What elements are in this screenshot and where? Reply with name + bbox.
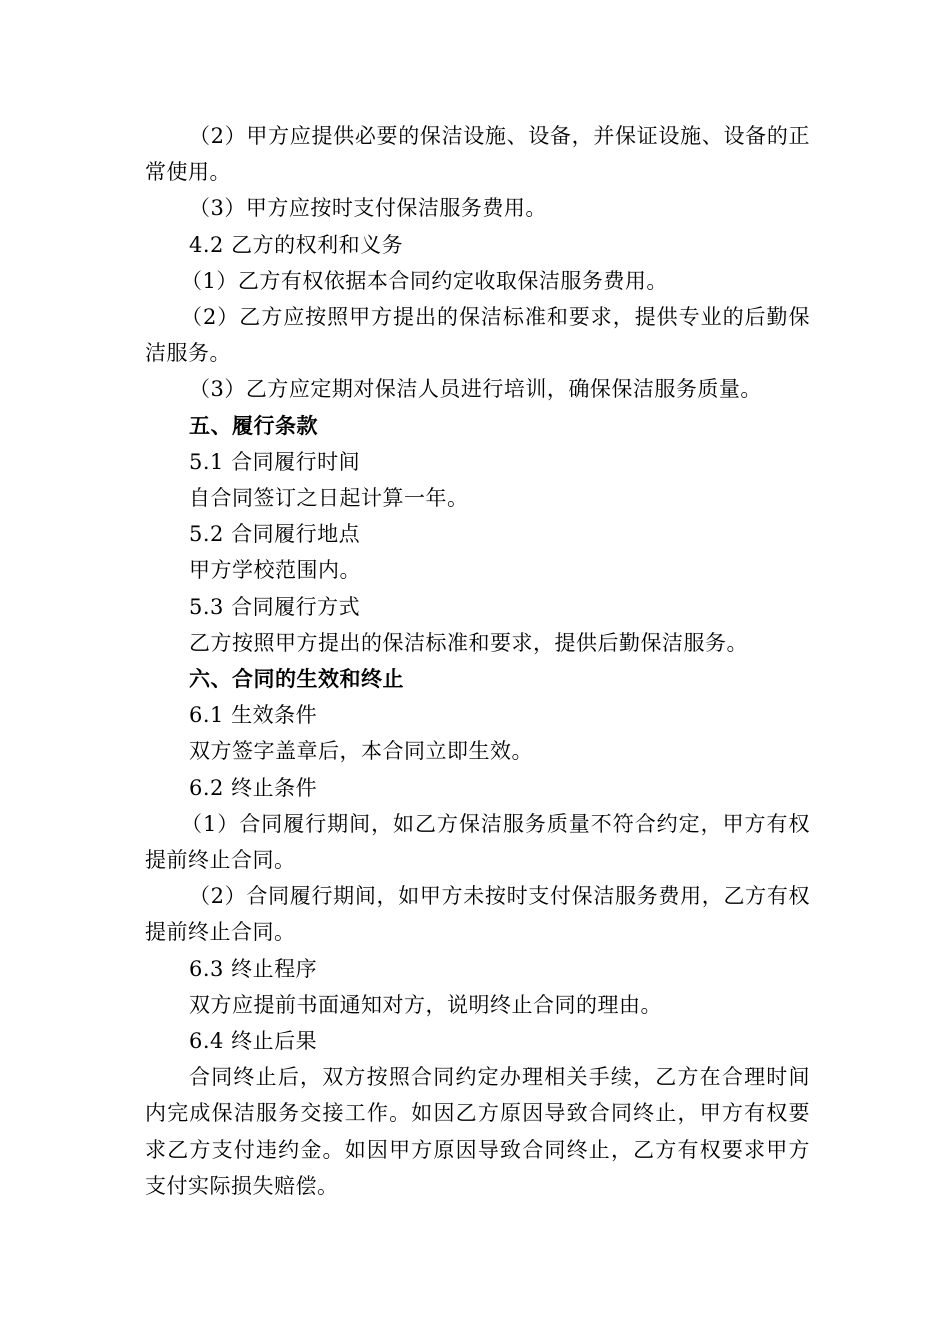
paragraph-party-a-obligation-3: （3）甲方应按时支付保洁服务费用。 bbox=[189, 196, 547, 221]
section-6-4-title: 6.4 终止后果 bbox=[189, 1029, 318, 1054]
section-4-2-title: 4.2 乙方的权利和义务 bbox=[189, 232, 404, 257]
section-5-1-title: 5.1 合同履行时间 bbox=[189, 449, 361, 474]
paragraph-6-3-body: 双方应提前书面通知对方，说明终止合同的理由。 bbox=[189, 992, 662, 1017]
section-6-3-title: 6.3 终止程序 bbox=[189, 956, 318, 981]
paragraph-6-4-body: 合同终止后，双方按照合同约定办理相关手续，乙方在合理时间内完成保洁服务交接工作。如因乙方原因导致合同终止，甲方有权要求乙方支付违约金。如因甲方原因导致合同终止，乙方有权要求甲方支付实际损失赔偿。 bbox=[145, 1065, 810, 1198]
paragraph-party-b-obligation-2: （2）乙方应按照甲方提出的保洁标准和要求，提供专业的后勤保洁服务。 bbox=[145, 305, 810, 366]
paragraph-party-b-obligation-3: （3）乙方应定期对保洁人员进行培训，确保保洁服务质量。 bbox=[189, 377, 762, 402]
paragraph-5-1-body: 自合同签订之日起计算一年。 bbox=[189, 486, 469, 511]
heading-chapter-6: 六、合同的生效和终止 bbox=[189, 667, 404, 692]
section-5-3-title: 5.3 合同履行方式 bbox=[189, 594, 361, 619]
paragraph-5-2-body: 甲方学校范围内。 bbox=[189, 558, 361, 583]
paragraph-6-1-body: 双方签字盖章后，本合同立即生效。 bbox=[189, 739, 533, 764]
section-5-2-title: 5.2 合同履行地点 bbox=[189, 522, 361, 547]
paragraph-6-2-item-2: （2）合同履行期间，如甲方未按时支付保洁服务费用，乙方有权提前终止合同。 bbox=[145, 884, 810, 945]
paragraph-6-2-item-1: （1）合同履行期间，如乙方保洁服务质量不符合约定，甲方有权提前终止合同。 bbox=[145, 811, 810, 873]
paragraph-party-b-right-1: （1）乙方有权依据本合同约定收取保洁服务费用。 bbox=[181, 268, 668, 293]
heading-chapter-5: 五、履行条款 bbox=[189, 413, 318, 438]
document-page bbox=[145, 118, 810, 1204]
section-6-2-title: 6.2 终止条件 bbox=[189, 775, 318, 800]
section-6-1-title: 6.1 生效条件 bbox=[189, 703, 318, 728]
paragraph-party-a-obligation-2: （2）甲方应提供必要的保洁设施、设备，并保证设施、设备的正常使用。 bbox=[145, 124, 810, 185]
paragraph-5-3-body: 乙方按照甲方提出的保洁标准和要求，提供后勤保洁服务。 bbox=[189, 630, 748, 655]
